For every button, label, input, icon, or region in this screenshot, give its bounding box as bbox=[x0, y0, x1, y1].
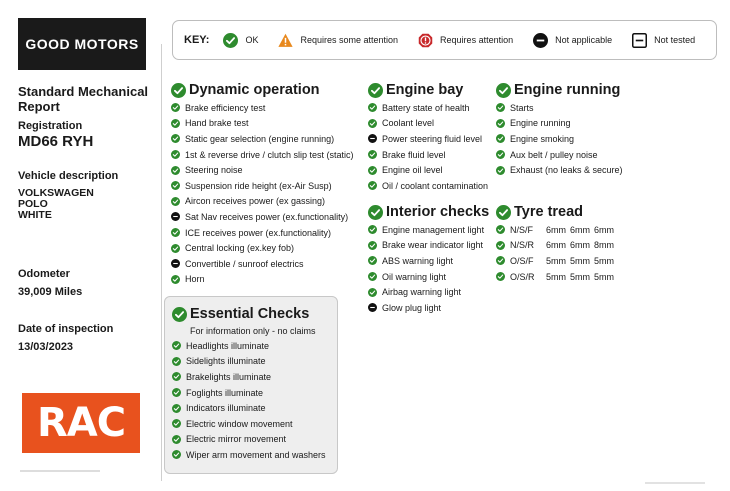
odometer-label: Odometer bbox=[18, 268, 70, 280]
check-item-label: Foglights illuminate bbox=[186, 387, 264, 398]
ok-icon bbox=[171, 83, 186, 98]
ok-icon bbox=[171, 244, 180, 253]
section-title: Engine running bbox=[496, 80, 623, 100]
key-item-ok: OK bbox=[223, 33, 258, 48]
check-item-label: Engine management light bbox=[382, 224, 485, 235]
ok-icon bbox=[496, 225, 505, 234]
tyre-reading: 8mm bbox=[594, 240, 614, 251]
ok-icon bbox=[171, 166, 180, 175]
check-item-1st-reverse-drive-clutch-slip-test-static bbox=[171, 147, 354, 163]
tyre-reading: 6mm bbox=[570, 240, 590, 251]
check-item-label: ABS warning light bbox=[382, 255, 454, 266]
warning-icon bbox=[278, 33, 293, 48]
check-item-electric-mirror-movement bbox=[172, 432, 337, 448]
footer-smallprint bbox=[20, 470, 100, 472]
check-item-coolant-level bbox=[368, 116, 488, 132]
check-item-label: 1st & reverse drive / clutch slip test (static) bbox=[185, 149, 354, 160]
section-title: Tyre tread bbox=[496, 202, 618, 222]
check-item-label: Coolant level bbox=[382, 118, 435, 129]
ok-icon bbox=[368, 241, 377, 250]
check-item-glow-plug-light bbox=[368, 300, 489, 316]
check-item-engine-smoking bbox=[496, 131, 623, 147]
check-item-label: Indicators illuminate bbox=[186, 403, 266, 414]
check-item-convertible-sunroof-electrics bbox=[171, 256, 354, 272]
check-item-label: Brake wear indicator light bbox=[382, 240, 484, 251]
ok-icon bbox=[368, 119, 377, 128]
not-applicable-icon bbox=[368, 303, 377, 312]
odometer-value: 39,009 Miles bbox=[18, 286, 83, 298]
not-applicable-icon bbox=[368, 134, 377, 143]
ok-icon bbox=[496, 119, 505, 128]
ok-icon bbox=[172, 372, 181, 381]
column-divider bbox=[161, 44, 162, 481]
tyre-position: N/S/R bbox=[510, 240, 535, 251]
key-item-alert: Requires attention bbox=[418, 33, 513, 48]
vehicle-make: VOLKSWAGEN bbox=[18, 187, 94, 199]
alert-icon bbox=[418, 33, 433, 48]
check-item-label: Static gear selection (engine running) bbox=[185, 133, 335, 144]
check-item-label: Electric window movement bbox=[186, 418, 293, 429]
tyre-reading: 5mm bbox=[570, 255, 590, 266]
check-item-aux-belt-pulley-noise bbox=[496, 147, 623, 163]
status-key bbox=[172, 20, 717, 60]
check-item-label: Wiper arm movement and washers bbox=[186, 449, 326, 460]
ok-icon bbox=[172, 388, 181, 397]
check-item-engine-running bbox=[496, 116, 623, 132]
check-item-brake-fluid-level bbox=[368, 147, 488, 163]
ok-icon bbox=[171, 103, 180, 112]
ok-icon bbox=[171, 150, 180, 159]
check-item-airbag-warning-light bbox=[368, 284, 489, 300]
ok-icon bbox=[496, 150, 505, 159]
brand-name: GOOD MOTORS bbox=[25, 36, 139, 52]
registration-value: MD66 RYH bbox=[18, 133, 94, 150]
tyre-position: O/S/R bbox=[510, 271, 535, 282]
tyre-row-o-s-f bbox=[496, 253, 618, 269]
check-item-label: Engine smoking bbox=[510, 133, 575, 144]
tyre-position: N/S/F bbox=[510, 224, 534, 235]
ok-icon bbox=[368, 225, 377, 234]
vehicle-model: POLO bbox=[18, 198, 48, 210]
check-item-headlights-illuminate bbox=[172, 338, 337, 354]
ok-icon bbox=[496, 166, 505, 175]
tyre-row-n-s-f bbox=[496, 222, 618, 238]
ok-icon bbox=[172, 435, 181, 444]
ok-icon bbox=[172, 341, 181, 350]
ok-icon bbox=[172, 357, 181, 366]
check-item-power-steering-fluid-level bbox=[368, 131, 488, 147]
check-item-exhaust-no-leaks-secure bbox=[496, 162, 623, 178]
section-title: Engine bay bbox=[368, 80, 488, 100]
footer-reference bbox=[645, 482, 705, 484]
check-item-ice-receives-power-ex-functionality bbox=[171, 225, 354, 241]
ok-icon bbox=[368, 288, 377, 297]
engine-running-section bbox=[496, 80, 623, 178]
check-item-label: Exhaust (no leaks & secure) bbox=[510, 165, 623, 176]
check-item-label: Engine running bbox=[510, 118, 571, 129]
not-applicable-icon bbox=[171, 259, 180, 268]
check-item-hand-brake-test bbox=[171, 116, 354, 132]
key-item-not-tested: Not tested bbox=[632, 33, 695, 48]
check-item-aircon-receives-power-ex-gassing bbox=[171, 194, 354, 210]
check-item-sidelights-illuminate bbox=[172, 354, 337, 370]
check-item-sat-nav-receives-power-ex-functionality bbox=[171, 209, 354, 225]
check-item-label: ICE receives power (ex.functionality) bbox=[185, 227, 332, 238]
check-item-label: Glow plug light bbox=[382, 302, 442, 313]
tyre-tread-section bbox=[496, 202, 618, 284]
check-item-label: Engine oil level bbox=[382, 165, 443, 176]
check-item-label: Battery state of health bbox=[382, 102, 470, 113]
ok-icon bbox=[171, 119, 180, 128]
check-item-label: Steering noise bbox=[185, 165, 243, 176]
tyre-reading: 6mm bbox=[546, 240, 566, 251]
check-item-label: Airbag warning light bbox=[382, 287, 462, 298]
check-item-label: Horn bbox=[185, 274, 205, 285]
key-item-warning: Requires some attention bbox=[278, 33, 398, 48]
ok-icon bbox=[172, 450, 181, 459]
ok-icon bbox=[496, 103, 505, 112]
check-item-label: Electric mirror movement bbox=[186, 434, 287, 445]
not-applicable-icon bbox=[171, 212, 180, 221]
tyre-reading: 5mm bbox=[546, 255, 566, 266]
report-title: Standard Mechanical Report bbox=[18, 84, 149, 114]
check-item-battery-state-of-health bbox=[368, 100, 488, 116]
ok-icon bbox=[171, 134, 180, 143]
ok-icon bbox=[368, 83, 383, 98]
tyre-row-n-s-r bbox=[496, 238, 618, 254]
ok-icon bbox=[368, 205, 383, 220]
interior-checks-section bbox=[368, 202, 489, 316]
check-item-label: Central locking (ex.key fob) bbox=[185, 243, 295, 254]
ok-icon bbox=[496, 83, 511, 98]
check-item-abs-warning-light bbox=[368, 253, 489, 269]
check-item-label: Sat Nav receives power (ex.functionality) bbox=[185, 211, 349, 222]
tyre-reading: 5mm bbox=[594, 271, 614, 282]
report-sidebar bbox=[0, 0, 160, 491]
check-item-electric-window-movement bbox=[172, 416, 337, 432]
date-value: 13/03/2023 bbox=[18, 341, 74, 353]
check-item-brake-wear-indicator-light bbox=[368, 238, 489, 254]
check-item-steering-noise bbox=[171, 162, 354, 178]
ok-icon bbox=[496, 134, 505, 143]
check-item-brakelights-illuminate bbox=[172, 369, 337, 385]
tyre-position: O/S/F bbox=[510, 255, 534, 266]
check-item-engine-oil-level bbox=[368, 162, 488, 178]
check-item-wiper-arm-movement-and-washers bbox=[172, 447, 337, 463]
vehicle-colour: WHITE bbox=[18, 209, 52, 221]
registration-label: Registration bbox=[18, 120, 83, 132]
tyre-reading: 6mm bbox=[594, 224, 614, 235]
ok-icon bbox=[368, 150, 377, 159]
tyre-reading: 5mm bbox=[594, 255, 614, 266]
check-item-indicators-illuminate bbox=[172, 400, 337, 416]
check-item-label: Power steering fluid level bbox=[382, 133, 483, 144]
ok-icon bbox=[171, 228, 180, 237]
ok-icon bbox=[368, 166, 377, 175]
not-tested-icon bbox=[632, 33, 647, 48]
dynamic-operation-section bbox=[171, 80, 354, 287]
check-item-oil-coolant-contamination bbox=[368, 178, 488, 194]
ok-icon bbox=[171, 275, 180, 284]
check-item-label: Oil warning light bbox=[382, 271, 447, 282]
check-item-label: Hand brake test bbox=[185, 118, 249, 129]
check-item-label: Oil / coolant contamination bbox=[382, 180, 489, 191]
check-item-horn bbox=[171, 272, 354, 288]
check-item-foglights-illuminate bbox=[172, 385, 337, 401]
check-item-label: Brake fluid level bbox=[382, 149, 446, 160]
check-item-label: Brakelights illuminate bbox=[186, 371, 272, 382]
section-title: Essential Checks bbox=[172, 304, 337, 324]
ok-icon bbox=[496, 241, 505, 250]
section-title: Interior checks bbox=[368, 202, 489, 222]
ok-icon bbox=[496, 256, 505, 265]
essential-checks-section bbox=[164, 296, 338, 474]
ok-icon bbox=[496, 205, 511, 220]
section-title: Dynamic operation bbox=[171, 80, 354, 100]
check-item-brake-efficiency-test bbox=[171, 100, 354, 116]
check-item-central-locking-ex-key-fob bbox=[171, 240, 354, 256]
key-item-not-applicable: Not applicable bbox=[533, 33, 612, 48]
tyre-reading: 5mm bbox=[546, 271, 566, 282]
ok-icon bbox=[171, 197, 180, 206]
ok-icon bbox=[171, 181, 180, 190]
ok-icon bbox=[172, 419, 181, 428]
tyre-row-o-s-r bbox=[496, 269, 618, 285]
check-item-suspension-ride-height-ex-air-susp bbox=[171, 178, 354, 194]
check-item-starts bbox=[496, 100, 623, 116]
ok-icon bbox=[368, 181, 377, 190]
check-item-static-gear-selection-engine-running bbox=[171, 131, 354, 147]
ok-icon bbox=[223, 33, 238, 48]
check-item-label: Headlights illuminate bbox=[186, 340, 270, 351]
check-item-label: Convertible / sunroof electrics bbox=[185, 258, 304, 269]
check-item-engine-management-light bbox=[368, 222, 489, 238]
ok-icon bbox=[368, 256, 377, 265]
vehicle-description bbox=[18, 188, 94, 221]
date-label: Date of inspection bbox=[18, 323, 114, 335]
tyre-reading: 6mm bbox=[570, 224, 590, 235]
ok-icon bbox=[172, 404, 181, 413]
ok-icon bbox=[368, 103, 377, 112]
essential-checks-note: For information only - no claims bbox=[190, 326, 316, 336]
ok-icon bbox=[172, 307, 187, 322]
tyre-reading: 6mm bbox=[546, 224, 566, 235]
not-applicable-icon bbox=[533, 33, 548, 48]
check-item-label: Brake efficiency test bbox=[185, 102, 266, 113]
check-item-label: Aircon receives power (ex gassing) bbox=[185, 196, 326, 207]
check-item-label: Suspension ride height (ex-Air Susp) bbox=[185, 180, 332, 191]
key-label: KEY: bbox=[184, 34, 210, 46]
engine-bay-section bbox=[368, 80, 488, 194]
check-item-label: Sidelights illuminate bbox=[186, 356, 266, 367]
rac-logo: RAC bbox=[22, 393, 140, 453]
check-item-label: Starts bbox=[510, 102, 534, 113]
vehicle-label: Vehicle description bbox=[18, 170, 119, 182]
ok-icon bbox=[496, 272, 505, 281]
check-item-oil-warning-light bbox=[368, 269, 489, 285]
ok-icon bbox=[368, 272, 377, 281]
good-motors-logo bbox=[18, 18, 146, 70]
tyre-reading: 5mm bbox=[570, 271, 590, 282]
check-item-label: Aux belt / pulley noise bbox=[510, 149, 598, 160]
